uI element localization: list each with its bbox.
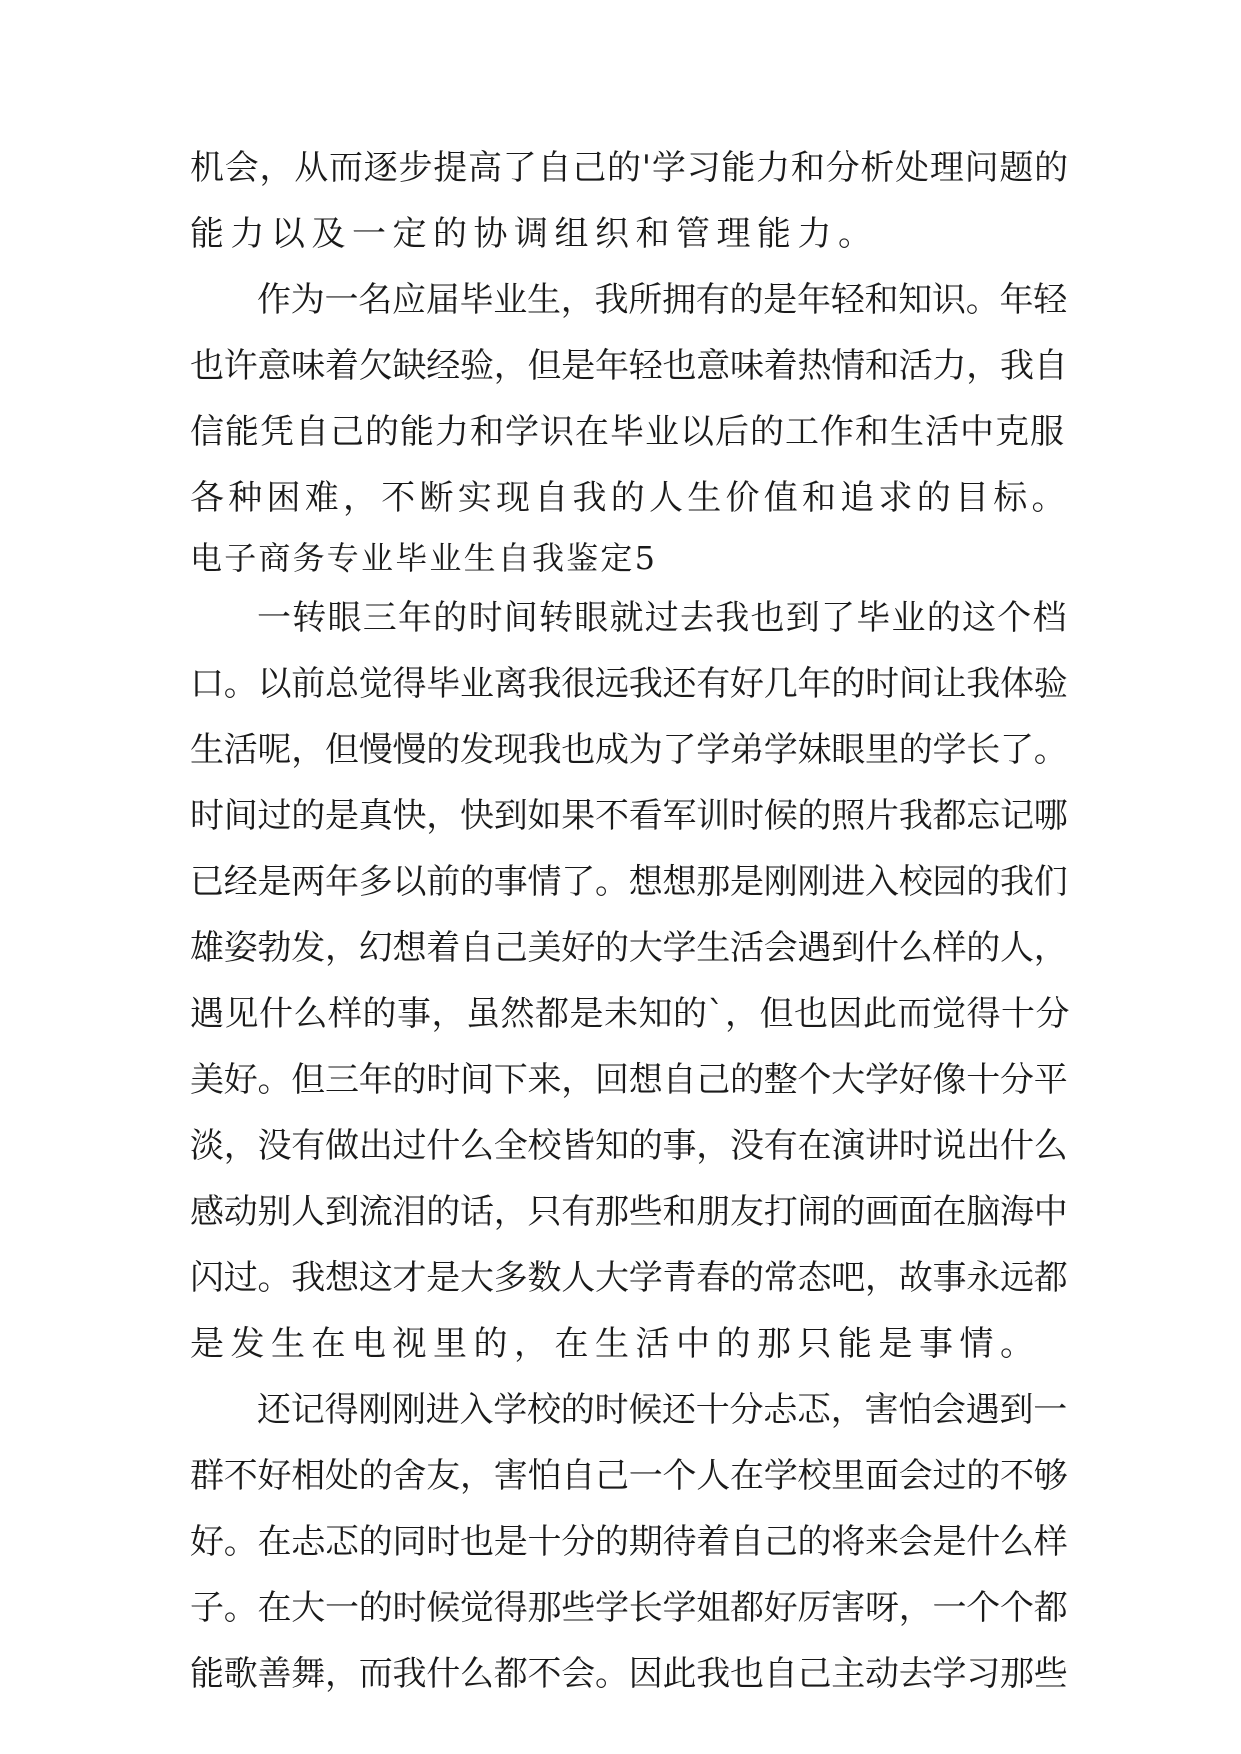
paragraph-line: 还记得刚刚进入学校的时候还十分忐忑，害怕会遇到一 <box>257 1390 1067 1430</box>
paragraph-line: 时间过的是真快，快到如果不看军训时候的照片我都忘记哪 <box>190 796 1068 836</box>
paragraph-line: 信能凭自己的能力和学识在毕业以后的工作和生活中克服 <box>190 412 1065 452</box>
paragraph-line: 好。在忐忑的同时也是十分的期待着自己的将来会是什么样 <box>190 1522 1068 1562</box>
paragraph-line: 淡，没有做出过什么全校皆知的事，没有在演讲时说出什么 <box>190 1126 1068 1166</box>
paragraph-line: 机会，从而逐步提高了自己的'学习能力和分析处理问题的 <box>190 148 1069 188</box>
paragraph-line: 一转眼三年的时间转眼就过去我也到了毕业的这个档 <box>257 598 1068 638</box>
paragraph-line: 是发生在电视里的，在生活中的那只能是事情。 <box>190 1324 1041 1364</box>
paragraph-line: 也许意味着欠缺经验，但是年轻也意味着热情和活力，我自 <box>190 346 1068 386</box>
paragraph-line: 能力以及一定的协调组织和管理能力。 <box>190 214 879 254</box>
paragraph-line: 子。在大一的时候觉得那些学长学姐都好厉害呀，一个个都 <box>190 1588 1068 1628</box>
paragraph-line: 口。以前总觉得毕业离我很远我还有好几年的时间让我体验 <box>190 664 1068 704</box>
paragraph-line: 能歌善舞，而我什么都不会。因此我也自己主动去学习那些 <box>190 1654 1068 1694</box>
paragraph-line: 生活呢，但慢慢的发现我也成为了学弟学妹眼里的学长了。 <box>190 730 1068 770</box>
paragraph-line: 美好。但三年的时间下来，回想自己的整个大学好像十分平 <box>190 1060 1068 1100</box>
paragraph-line: 遇见什么样的事，虽然都是未知的`，但也因此而觉得十分 <box>190 994 1070 1034</box>
paragraph-line: 群不好相处的舍友，害怕自己一个人在学校里面会过的不够 <box>190 1456 1068 1496</box>
paragraph-line: 闪过。我想这才是大多数人大学青春的常态吧，故事永远都 <box>190 1258 1068 1298</box>
section-heading: 电子商务专业毕业生自我鉴定5 <box>190 539 658 577</box>
paragraph-line: 已经是两年多以前的事情了。想想那是刚刚进入校园的我们 <box>190 862 1068 902</box>
paragraph-line: 感动别人到流泪的话，只有那些和朋友打闹的画面在脑海中 <box>190 1192 1068 1232</box>
paragraph-line: 雄姿勃发，幻想着自己美好的大学生活会遇到什么样的人， <box>190 928 1068 968</box>
paragraph-line: 各种困难，不断实现自我的人生价值和追求的目标。 <box>190 478 1070 518</box>
paragraph-line: 作为一名应届毕业生，我所拥有的是年轻和知识。年轻 <box>257 280 1067 320</box>
